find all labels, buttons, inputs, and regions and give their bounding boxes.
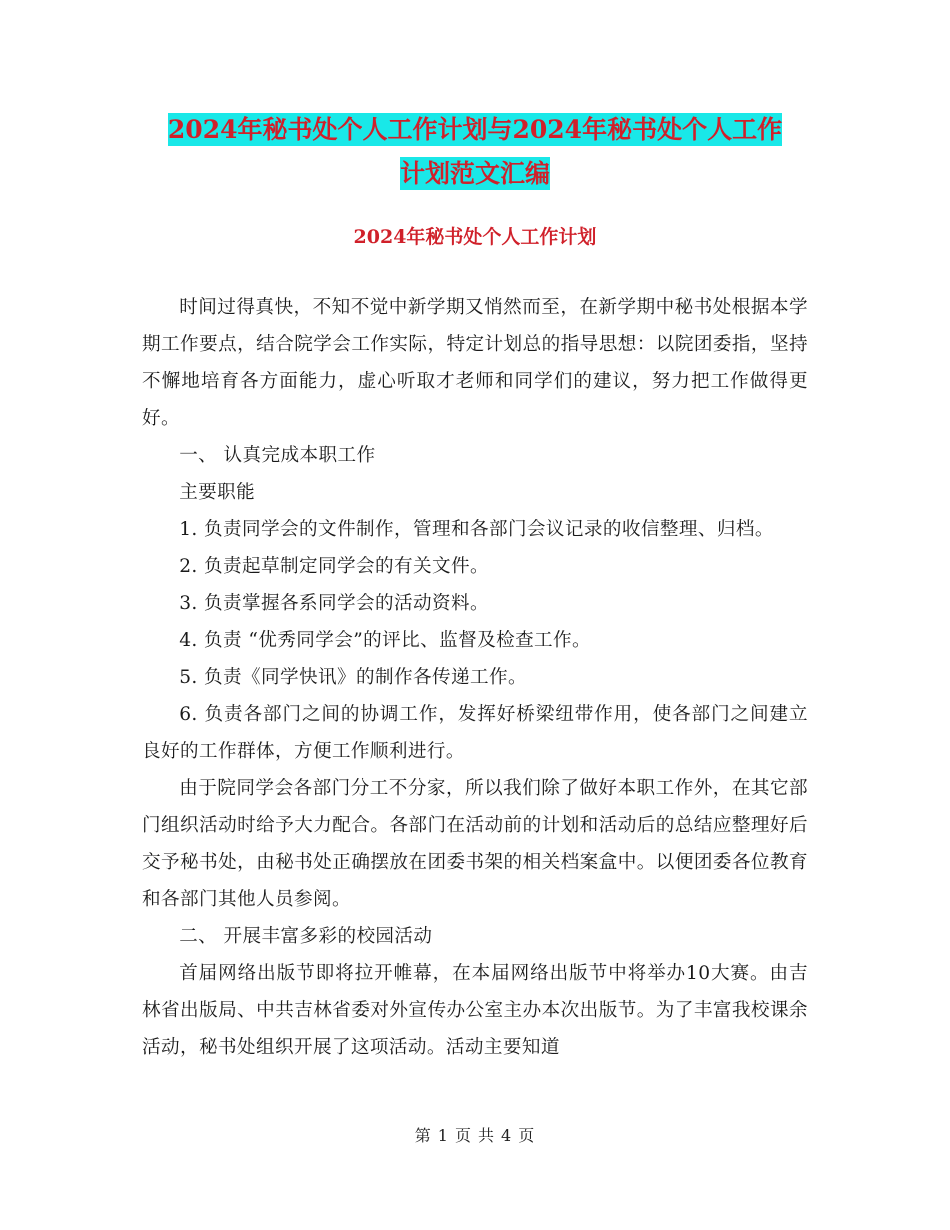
paragraph-intro: 时间过得真快，不知不觉中新学期又悄然而至，在新学期中秘书处根据本学期工作要点，结合院学会工作实际，特定计划总的指导思想：以院团委指，坚持不懈地培育各方面能力，虚心听取才老师和同学们的建议，努力把工作做得更好。 bbox=[142, 297, 808, 429]
subheading-main-duties: 主要职能 bbox=[179, 482, 256, 503]
section-heading: 2024年秘书处个人工作计划 bbox=[353, 226, 597, 248]
heading-part-two: 二、 开展丰富多彩的校园活动 bbox=[179, 926, 433, 947]
paragraph-publishing-festival: 首届网络出版节即将拉开帷幕，在本届网络出版节中将举办10大赛。由吉林省出版局、中共吉林省委对外宣传办公室主办本次出版节。为了丰富我校课余活动，秘书处组织开展了这项活动。活动主要知道 bbox=[142, 963, 808, 1058]
document-title-line-1: 2024年秘书处个人工作计划与2024年秘书处个人工作 bbox=[167, 115, 783, 144]
list-item-duty-4: 4. 负责 “优秀同学会”的评比、监督及检查工作。 bbox=[179, 630, 592, 651]
paragraph-cooperation: 由于院同学会各部门分工不分家，所以我们除了做好本职工作外，在其它部门组织活动时给予大力配合。各部门在活动前的计划和活动后的总结应整理好后交予秘书处，由秘书处正确摆放在团委书架的相关档案盒中。以便团委各位教育和各部门其他人员参阅。 bbox=[142, 778, 808, 910]
page-footer bbox=[0, 1124, 950, 1148]
footer-page-unit: 页 bbox=[454, 1126, 472, 1145]
footer-total-pages: 4 bbox=[501, 1126, 513, 1145]
footer-total-unit: 页 bbox=[518, 1126, 536, 1145]
footer-current-page: 1 bbox=[437, 1126, 449, 1145]
list-item-duty-2: 2. 负责起草制定同学会的有关文件。 bbox=[179, 556, 489, 577]
list-item-duty-3: 3. 负责掌握各系同学会的活动资料。 bbox=[179, 593, 489, 614]
list-item-duty-1: 1. 负责同学会的文件制作，管理和各部门会议记录的收信整理、归档。 bbox=[179, 519, 774, 540]
footer-page-label: 第 bbox=[414, 1126, 432, 1145]
list-item-duty-5: 5. 负责《同学快讯》的制作各传递工作。 bbox=[179, 667, 527, 688]
document-title-line-2: 计划范文汇编 bbox=[399, 159, 550, 188]
list-item-duty-6: 6. 负责各部门之间的协调工作，发挥好桥梁纽带作用，使各部门之间建立良好的工作群体，方便工作顺利进行。 bbox=[142, 704, 808, 762]
document-title bbox=[120, 108, 830, 196]
heading-part-one: 一、 认真完成本职工作 bbox=[179, 445, 376, 466]
footer-total-label: 共 bbox=[478, 1126, 496, 1145]
document-body bbox=[142, 289, 808, 1066]
